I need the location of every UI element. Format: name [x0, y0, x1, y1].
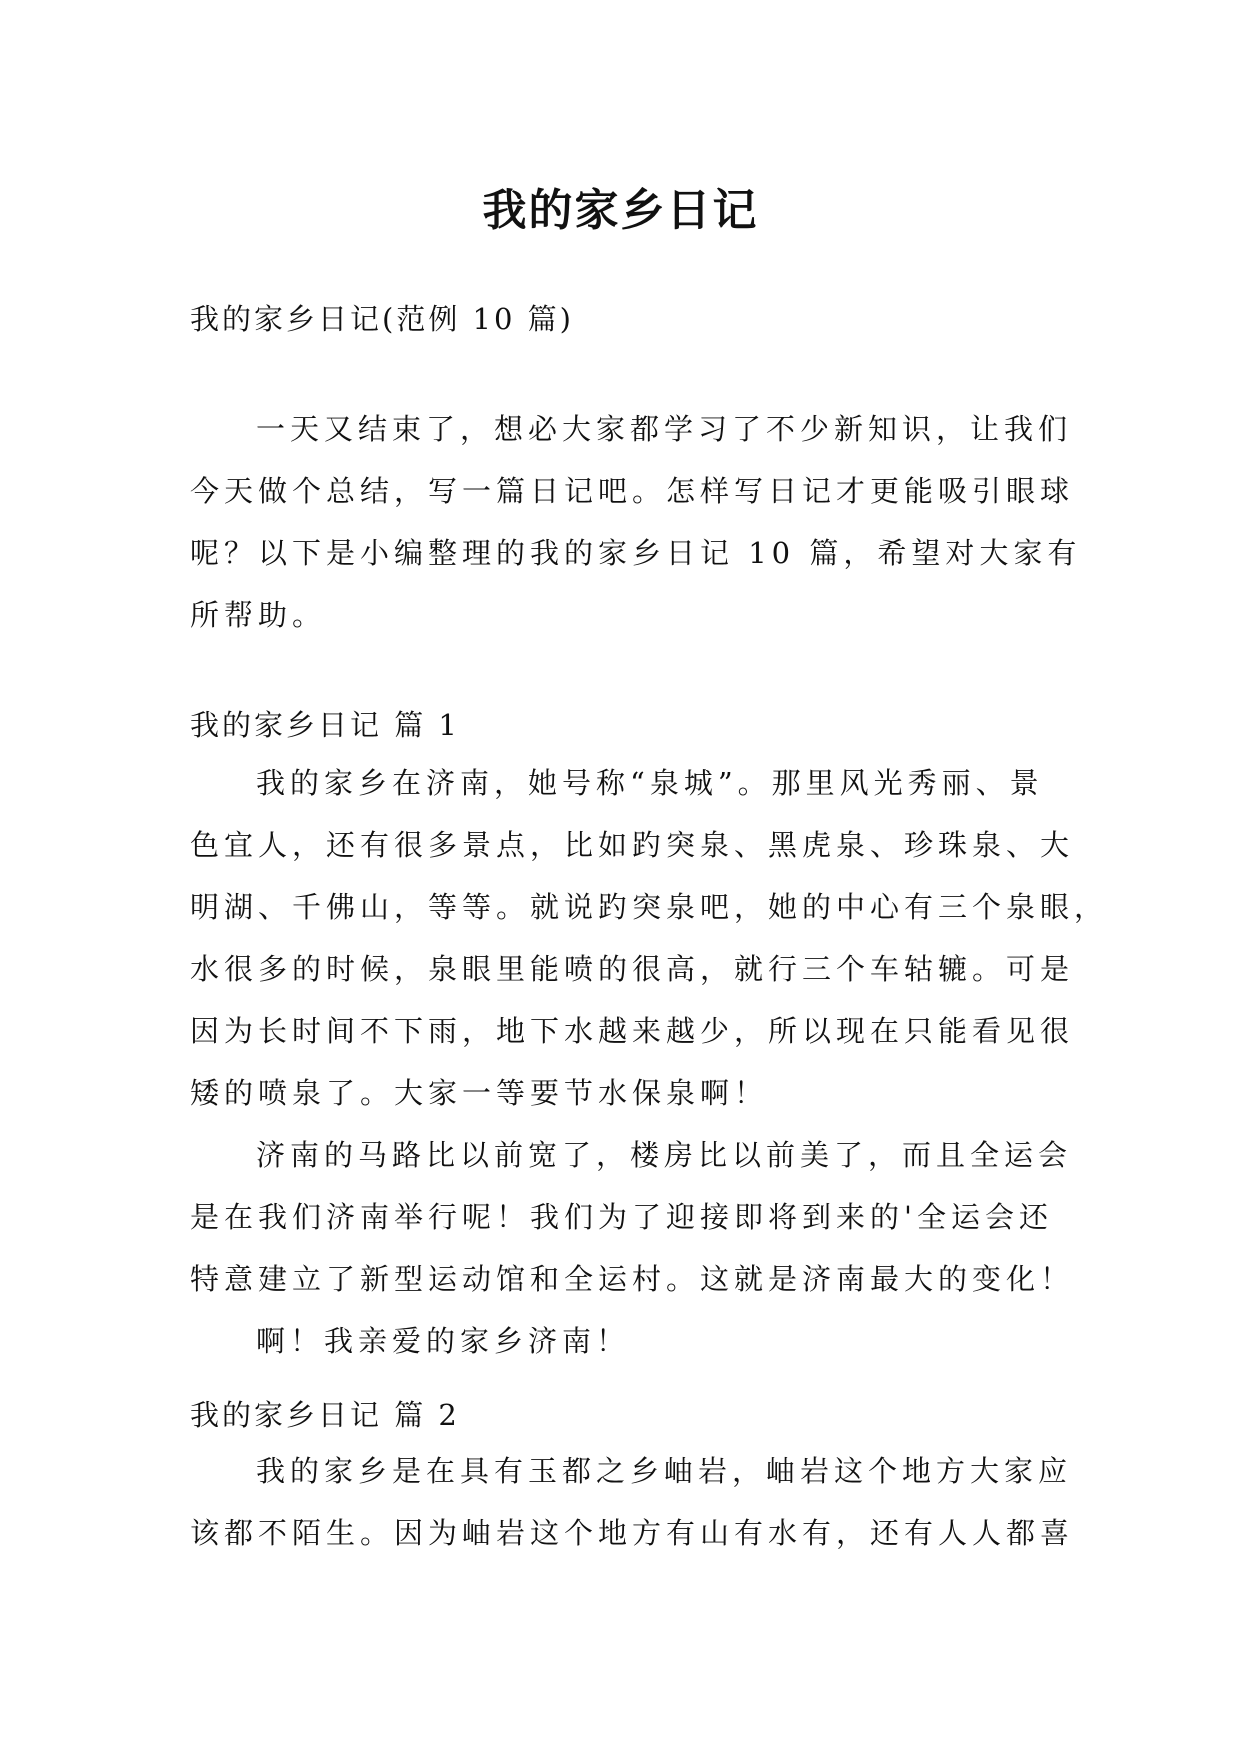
section-1-heading: 我的家乡日记 篇 1: [190, 708, 460, 742]
body-line: 是在我们济南举行呢！我们为了迎接即将到来的'全运会还: [190, 1200, 1053, 1234]
intro-line: 一天又结束了，想必大家都学习了不少新知识，让我们: [256, 412, 1073, 446]
body-line: 明湖、千佛山，等等。就说趵突泉吧，她的中心有三个泉眼，: [190, 890, 1109, 924]
intro-paragraph: [190, 398, 1082, 646]
body-line: 水很多的时候，泉眼里能喷的很高，就行三个车轱辘。可是: [190, 952, 1075, 986]
section-2-heading: 我的家乡日记 篇 2: [190, 1398, 460, 1432]
body-line: 啊！我亲爱的家乡济南！: [256, 1324, 631, 1358]
body-line: 我的家乡是在具有玉都之乡岫岩，岫岩这个地方大家应: [256, 1454, 1073, 1488]
body-line: 我的家乡在济南，她号称“泉城”。那里风光秀丽、景: [256, 766, 1044, 800]
body-line: 该都不陌生。因为岫岩这个地方有山有水有，还有人人都喜: [190, 1516, 1075, 1550]
body-line: 特意建立了新型运动馆和全运村。这就是济南最大的变化！: [190, 1262, 1075, 1296]
body-line: 矮的喷泉了。大家一等要节水保泉啊！: [190, 1076, 769, 1110]
intro-line: 今天做个总结，写一篇日记吧。怎样写日记才更能吸引眼球: [190, 474, 1075, 508]
document-title: 我的家乡日记: [482, 185, 759, 237]
body-line: 因为长时间不下雨，地下水越来越少，所以现在只能看见很: [190, 1014, 1075, 1048]
section-2-body: [190, 1440, 1075, 1564]
intro-line: 所帮助。: [190, 598, 327, 632]
section-1-body: [190, 752, 1109, 1372]
intro-line: 呢？以下是小编整理的我的家乡日记 10 篇，希望对大家有: [190, 536, 1082, 570]
document-subtitle: 我的家乡日记(范例 10 篇): [190, 302, 574, 336]
body-line: 色宜人，还有很多景点，比如趵突泉、黑虎泉、珍珠泉、大: [190, 828, 1075, 862]
body-line: 济南的马路比以前宽了，楼房比以前美了，而且全运会: [256, 1138, 1073, 1172]
